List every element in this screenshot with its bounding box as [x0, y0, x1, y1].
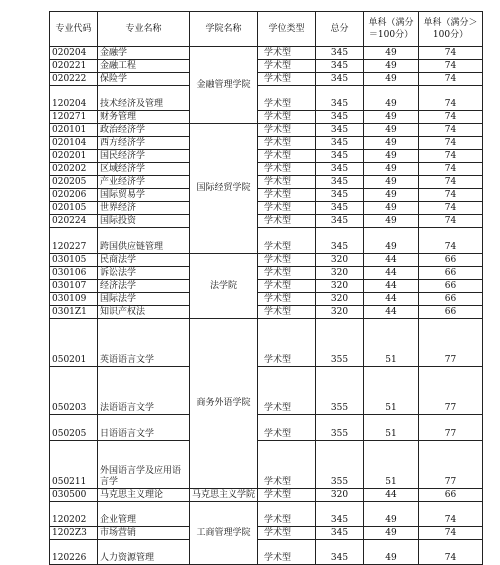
degree-type-cell: 学术型: [258, 280, 316, 293]
degree-type-cell: 学术型: [258, 254, 316, 267]
single-subject-100-cell: 44: [364, 489, 419, 502]
single-subject-100-cell: 49: [364, 215, 419, 228]
single-subject-over-100-cell: 74: [419, 137, 483, 150]
total-score-cell: 345: [316, 540, 364, 565]
header-code: 专业代码: [50, 12, 98, 47]
single-subject-100-cell: 49: [364, 540, 419, 565]
single-subject-100-cell: 51: [364, 415, 419, 441]
major-name-cell: 国际贸易学: [98, 189, 190, 202]
major-code-cell: 020224: [50, 215, 98, 228]
school-name-cell: 工商管理学院: [190, 502, 258, 565]
single-subject-over-100-cell: 74: [419, 111, 483, 124]
table-row: [50, 111, 483, 124]
degree-type-cell: 学术型: [258, 86, 316, 111]
total-score-cell: 345: [316, 215, 364, 228]
table-row: [50, 60, 483, 73]
header-single-over-100: 单科（满分＞100分）: [419, 12, 483, 47]
total-score-cell: 320: [316, 254, 364, 267]
major-name-cell: 跨国供应链管理: [98, 228, 190, 254]
single-subject-over-100-cell: 66: [419, 306, 483, 319]
total-score-cell: 320: [316, 306, 364, 319]
total-score-cell: 345: [316, 47, 364, 60]
degree-type-cell: 学术型: [258, 124, 316, 137]
single-subject-100-cell: 49: [364, 163, 419, 176]
header-total: 总分: [316, 12, 364, 47]
total-score-cell: 345: [316, 124, 364, 137]
single-subject-over-100-cell: 74: [419, 189, 483, 202]
single-subject-over-100-cell: 66: [419, 280, 483, 293]
table-row: [50, 176, 483, 189]
major-name-cell: 外国语言学及应用语言学: [98, 441, 190, 489]
major-name-cell: 马克思主义理论: [98, 489, 190, 502]
major-code-cell: 020105: [50, 202, 98, 215]
total-score-cell: 355: [316, 415, 364, 441]
table-row: [50, 150, 483, 163]
major-code-cell: 120226: [50, 540, 98, 565]
degree-type-cell: 学术型: [258, 202, 316, 215]
total-score-cell: 345: [316, 176, 364, 189]
total-score-cell: 345: [316, 137, 364, 150]
major-code-cell: 020202: [50, 163, 98, 176]
total-score-cell: 345: [316, 111, 364, 124]
major-code-cell: 120271: [50, 111, 98, 124]
table-row: [50, 319, 483, 367]
school-name-cell: 马克思主义学院: [190, 489, 258, 502]
table-row: [50, 254, 483, 267]
degree-type-cell: 学术型: [258, 47, 316, 60]
school-name-cell: 国际经贸学院: [190, 124, 258, 254]
major-name-cell: 知识产权法: [98, 306, 190, 319]
major-name-cell: 英语语言文学: [98, 319, 190, 367]
major-name-cell: 国际投资: [98, 215, 190, 228]
total-score-cell: 345: [316, 60, 364, 73]
header-degree: 学位类型: [258, 12, 316, 47]
score-table: [49, 11, 483, 565]
major-name-cell: 民商法学: [98, 254, 190, 267]
single-subject-over-100-cell: 77: [419, 415, 483, 441]
degree-type-cell: 学术型: [258, 73, 316, 86]
total-score-cell: 345: [316, 86, 364, 111]
single-subject-100-cell: 49: [364, 124, 419, 137]
table-body: [50, 47, 483, 565]
degree-type-cell: 学术型: [258, 540, 316, 565]
major-name-cell: 金融学: [98, 47, 190, 60]
table-row: [50, 86, 483, 111]
table-row: [50, 47, 483, 60]
degree-type-cell: 学术型: [258, 489, 316, 502]
major-code-cell: 020221: [50, 60, 98, 73]
major-code-cell: 020204: [50, 47, 98, 60]
single-subject-100-cell: 49: [364, 228, 419, 254]
table-row: [50, 415, 483, 441]
major-name-cell: 企业管理: [98, 502, 190, 527]
header-single-100: 单科（满分＝100分）: [364, 12, 419, 47]
degree-type-cell: 学术型: [258, 306, 316, 319]
total-score-cell: 345: [316, 150, 364, 163]
table-row: [50, 502, 483, 527]
single-subject-over-100-cell: 74: [419, 163, 483, 176]
total-score-cell: 345: [316, 502, 364, 527]
major-code-cell: 050201: [50, 319, 98, 367]
major-code-cell: 020222: [50, 73, 98, 86]
major-name-cell: 保险学: [98, 73, 190, 86]
major-name-cell: 国民经济学: [98, 150, 190, 163]
table-row: [50, 489, 483, 502]
single-subject-100-cell: 49: [364, 202, 419, 215]
major-code-cell: 030500: [50, 489, 98, 502]
total-score-cell: 355: [316, 441, 364, 489]
single-subject-over-100-cell: 74: [419, 86, 483, 111]
major-name-cell: 市场营销: [98, 527, 190, 540]
single-subject-100-cell: 44: [364, 293, 419, 306]
degree-type-cell: 学术型: [258, 502, 316, 527]
major-name-cell: 人力资源管理: [98, 540, 190, 565]
table-row: [50, 215, 483, 228]
total-score-cell: 320: [316, 280, 364, 293]
single-subject-over-100-cell: 74: [419, 228, 483, 254]
single-subject-100-cell: 49: [364, 527, 419, 540]
single-subject-over-100-cell: 66: [419, 489, 483, 502]
table-row: [50, 367, 483, 415]
major-code-cell: 1202Z3: [50, 527, 98, 540]
degree-type-cell: 学术型: [258, 228, 316, 254]
total-score-cell: 345: [316, 202, 364, 215]
degree-type-cell: 学术型: [258, 441, 316, 489]
major-code-cell: 050211: [50, 441, 98, 489]
single-subject-100-cell: 49: [364, 73, 419, 86]
total-score-cell: 345: [316, 228, 364, 254]
school-name-cell: 法学院: [190, 254, 258, 319]
table-row: [50, 293, 483, 306]
major-name-cell: 法语语言文学: [98, 367, 190, 415]
degree-type-cell: 学术型: [258, 189, 316, 202]
table-row: [50, 267, 483, 280]
major-name-cell: 世界经济: [98, 202, 190, 215]
table-row: [50, 137, 483, 150]
table-row: [50, 441, 483, 489]
major-name-cell: 政治经济学: [98, 124, 190, 137]
major-code-cell: 030109: [50, 293, 98, 306]
single-subject-100-cell: 49: [364, 150, 419, 163]
total-score-cell: 355: [316, 319, 364, 367]
single-subject-over-100-cell: 77: [419, 367, 483, 415]
single-subject-100-cell: 49: [364, 137, 419, 150]
total-score-cell: 355: [316, 367, 364, 415]
single-subject-100-cell: 49: [364, 189, 419, 202]
single-subject-over-100-cell: 74: [419, 176, 483, 189]
table-row: [50, 163, 483, 176]
major-code-cell: 120204: [50, 86, 98, 111]
single-subject-over-100-cell: 74: [419, 527, 483, 540]
single-subject-100-cell: 49: [364, 60, 419, 73]
single-subject-100-cell: 44: [364, 254, 419, 267]
degree-type-cell: 学术型: [258, 527, 316, 540]
single-subject-100-cell: 44: [364, 306, 419, 319]
major-code-cell: 120227: [50, 228, 98, 254]
degree-type-cell: 学术型: [258, 60, 316, 73]
table-row: [50, 540, 483, 565]
single-subject-100-cell: 51: [364, 367, 419, 415]
degree-type-cell: 学术型: [258, 176, 316, 189]
table-row: [50, 202, 483, 215]
major-name-cell: 区域经济学: [98, 163, 190, 176]
single-subject-100-cell: 49: [364, 176, 419, 189]
single-subject-over-100-cell: 66: [419, 293, 483, 306]
single-subject-over-100-cell: 74: [419, 150, 483, 163]
single-subject-100-cell: 44: [364, 280, 419, 293]
degree-type-cell: 学术型: [258, 367, 316, 415]
major-code-cell: 020205: [50, 176, 98, 189]
major-code-cell: 020206: [50, 189, 98, 202]
single-subject-over-100-cell: 74: [419, 215, 483, 228]
single-subject-over-100-cell: 74: [419, 202, 483, 215]
major-name-cell: 财务管理: [98, 111, 190, 124]
major-name-cell: 经济法学: [98, 280, 190, 293]
table-row: [50, 306, 483, 319]
degree-type-cell: 学术型: [258, 150, 316, 163]
major-code-cell: 020104: [50, 137, 98, 150]
total-score-cell: 320: [316, 293, 364, 306]
single-subject-over-100-cell: 66: [419, 267, 483, 280]
school-name-cell: 商务外语学院: [190, 319, 258, 489]
degree-type-cell: 学术型: [258, 137, 316, 150]
major-name-cell: 产业经济学: [98, 176, 190, 189]
header-major: 专业名称: [98, 12, 190, 47]
table-row: [50, 280, 483, 293]
single-subject-100-cell: 49: [364, 111, 419, 124]
degree-type-cell: 学术型: [258, 267, 316, 280]
major-name-cell: 金融工程: [98, 60, 190, 73]
table-row: [50, 527, 483, 540]
single-subject-100-cell: 51: [364, 441, 419, 489]
table-header-row: [50, 12, 483, 47]
single-subject-100-cell: 44: [364, 267, 419, 280]
single-subject-over-100-cell: 77: [419, 319, 483, 367]
degree-type-cell: 学术型: [258, 215, 316, 228]
school-name-cell: 金融管理学院: [190, 47, 258, 124]
degree-type-cell: 学术型: [258, 163, 316, 176]
single-subject-100-cell: 49: [364, 47, 419, 60]
single-subject-over-100-cell: 74: [419, 502, 483, 527]
major-name-cell: 日语语言文学: [98, 415, 190, 441]
degree-type-cell: 学术型: [258, 111, 316, 124]
score-table-container: [49, 11, 483, 565]
degree-type-cell: 学术型: [258, 319, 316, 367]
single-subject-over-100-cell: 66: [419, 254, 483, 267]
table-row: [50, 124, 483, 137]
major-name-cell: 技术经济及管理: [98, 86, 190, 111]
single-subject-100-cell: 49: [364, 86, 419, 111]
total-score-cell: 320: [316, 489, 364, 502]
major-name-cell: 西方经济学: [98, 137, 190, 150]
degree-type-cell: 学术型: [258, 415, 316, 441]
total-score-cell: 345: [316, 189, 364, 202]
major-code-cell: 020101: [50, 124, 98, 137]
major-code-cell: 030107: [50, 280, 98, 293]
header-school: 学院名称: [190, 12, 258, 47]
major-name-cell: 国际法学: [98, 293, 190, 306]
single-subject-100-cell: 51: [364, 319, 419, 367]
major-code-cell: 0301Z1: [50, 306, 98, 319]
single-subject-over-100-cell: 74: [419, 60, 483, 73]
total-score-cell: 345: [316, 527, 364, 540]
major-code-cell: 050205: [50, 415, 98, 441]
single-subject-over-100-cell: 74: [419, 540, 483, 565]
total-score-cell: 320: [316, 267, 364, 280]
major-code-cell: 050203: [50, 367, 98, 415]
total-score-cell: 345: [316, 163, 364, 176]
total-score-cell: 345: [316, 73, 364, 86]
table-row: [50, 189, 483, 202]
single-subject-100-cell: 49: [364, 502, 419, 527]
table-row: [50, 73, 483, 86]
single-subject-over-100-cell: 74: [419, 47, 483, 60]
major-code-cell: 030105: [50, 254, 98, 267]
major-code-cell: 120202: [50, 502, 98, 527]
degree-type-cell: 学术型: [258, 293, 316, 306]
single-subject-over-100-cell: 74: [419, 124, 483, 137]
single-subject-over-100-cell: 74: [419, 73, 483, 86]
major-code-cell: 020201: [50, 150, 98, 163]
table-row: [50, 228, 483, 254]
major-name-cell: 诉讼法学: [98, 267, 190, 280]
single-subject-over-100-cell: 77: [419, 441, 483, 489]
major-code-cell: 030106: [50, 267, 98, 280]
